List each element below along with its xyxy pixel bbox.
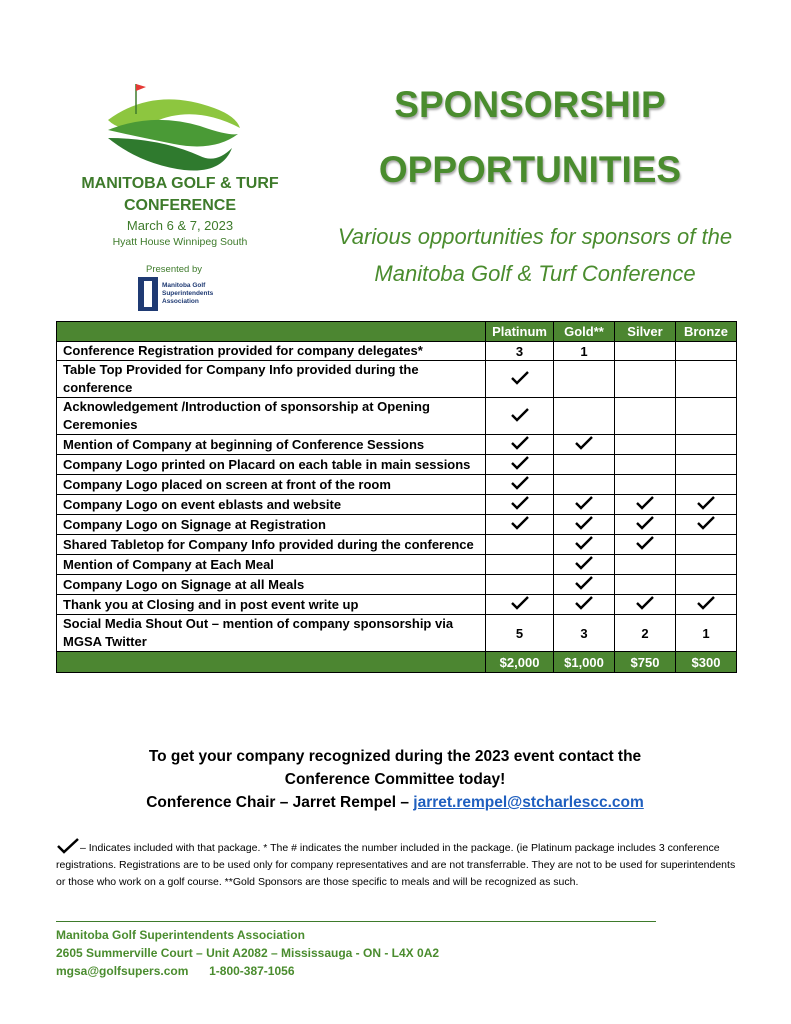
tier-cell [554, 398, 615, 435]
tier-cell [615, 398, 676, 435]
tier-cell [486, 398, 554, 435]
contact-line2: Conference Committee today! [284, 771, 506, 788]
legend-note [56, 837, 746, 891]
feature-cell: Social Media Shout Out – mention of company sponsorship via MGSA Twitter [57, 615, 486, 652]
footer-phone: 1-800-387-1056 [209, 964, 295, 978]
conference-date: March 6 & 7, 2023 [126, 218, 234, 233]
tier-cell [615, 535, 676, 555]
checkmark-icon [510, 407, 530, 423]
tier-cell [615, 435, 676, 455]
tier-cell: 1 [676, 615, 737, 652]
price-row [57, 652, 737, 673]
tier-cell [676, 535, 737, 555]
tier-cell [554, 555, 615, 575]
tier-cell [486, 361, 554, 398]
tier-price: $1,000 [554, 652, 615, 673]
page-subtitle [300, 218, 770, 292]
checkmark-icon [510, 435, 530, 451]
checkmark-icon [574, 595, 594, 611]
tier-header: Gold** [554, 322, 615, 342]
tier-cell [554, 435, 615, 455]
table-body [57, 342, 737, 652]
tier-cell [676, 495, 737, 515]
tier-cell [676, 342, 737, 361]
checkmark-icon [510, 495, 530, 511]
tier-price: $300 [676, 652, 737, 673]
conference-name-line2: CONFERENCE [123, 197, 236, 214]
tier-cell: 1 [554, 342, 615, 361]
tier-cell [554, 475, 615, 495]
association-logo-icon [138, 277, 213, 311]
tier-cell [486, 595, 554, 615]
chair-email-link[interactable]: jarret.rempel@stcharlescc.com [413, 794, 644, 811]
checkmark-icon [574, 575, 594, 591]
tier-cell: 3 [486, 342, 554, 361]
table-row [57, 535, 737, 555]
table-row [57, 515, 737, 535]
tier-cell [676, 595, 737, 615]
footer-org: Manitoba Golf Superintendents Association [56, 928, 305, 942]
checkmark-icon [635, 595, 655, 611]
checkmark-icon [510, 595, 530, 611]
tier-cell [676, 475, 737, 495]
tier-cell [486, 515, 554, 535]
footer-contact [56, 964, 295, 978]
tier-price: $750 [615, 652, 676, 673]
tier-cell [615, 455, 676, 475]
table-row [57, 575, 737, 595]
tier-cell [486, 455, 554, 475]
association-mark [138, 277, 158, 311]
chair-label: Conference Chair – Jarret Rempel – [146, 794, 409, 811]
table-row [57, 435, 737, 455]
table-header-row [57, 322, 737, 342]
checkmark-icon [510, 475, 530, 491]
checkmark-icon [574, 515, 594, 531]
table-row [57, 595, 737, 615]
checkmark-icon [510, 515, 530, 531]
table-row [57, 495, 737, 515]
feature-cell: Company Logo on Signage at Registration [57, 515, 486, 535]
checkmark-icon [635, 495, 655, 511]
checkmark-icon [696, 595, 716, 611]
tier-cell: 3 [554, 615, 615, 652]
tier-header: Bronze [676, 322, 737, 342]
tier-cell [615, 555, 676, 575]
note-text: – Indicates included with that package. * The # indicates the number included in the package. (ie Platinum package includes 3 conference registrations. Registrations are to be used only for company representatives and are not transferrable. They are not to be used for superintendents or those who work on a golf course. **Gold Sponsors are those specific to meals and will be recognized as such. [56, 842, 736, 888]
tier-cell [676, 398, 737, 435]
checkmark-icon [56, 837, 80, 855]
tier-cell [615, 342, 676, 361]
tier-cell: 5 [486, 615, 554, 652]
conference-name-line1: MANITOBA GOLF & TURF [81, 175, 279, 192]
tier-cell [554, 455, 615, 475]
checkmark-icon [696, 515, 716, 531]
sponsorship-table [56, 321, 737, 673]
feature-cell: Company Logo on Signage at all Meals [57, 575, 486, 595]
tier-cell [615, 575, 676, 595]
checkmark-icon [574, 555, 594, 571]
table-row [57, 475, 737, 495]
checkmark-icon [574, 435, 594, 451]
contact-line1: To get your company recognized during the 2023 event contact the [148, 748, 642, 765]
tier-cell: 2 [615, 615, 676, 652]
feature-cell: Company Logo placed on screen at front of the room [57, 475, 486, 495]
checkmark-icon [635, 535, 655, 551]
tier-cell [486, 555, 554, 575]
association-logo-text: Manitoba Golf Superintendents Association [162, 282, 214, 305]
tier-cell [554, 495, 615, 515]
contact-chair [60, 794, 730, 812]
tier-cell [486, 435, 554, 455]
presented-by-label: Presented by [146, 264, 202, 275]
tier-header: Platinum [486, 322, 554, 342]
page-title-line2: OPPORTUNITIES [378, 149, 682, 190]
tier-cell [486, 475, 554, 495]
tier-cell [676, 435, 737, 455]
checkmark-icon [696, 495, 716, 511]
table-header-blank [57, 322, 486, 342]
tier-cell [554, 535, 615, 555]
tier-cell [615, 595, 676, 615]
subtitle-line2: Manitoba Golf & Turf Conference [374, 261, 696, 286]
feature-cell: Shared Tabletop for Company Info provided during the conference [57, 535, 486, 555]
tier-price: $2,000 [486, 652, 554, 673]
feature-cell: Company Logo printed on Placard on each table in main sessions [57, 455, 486, 475]
tier-cell [676, 361, 737, 398]
tier-header: Silver [615, 322, 676, 342]
feature-cell: Table Top Provided for Company Info provided during the conference [57, 361, 486, 398]
feature-cell: Conference Registration provided for company delegates* [57, 342, 486, 361]
conference-name [60, 173, 300, 217]
feature-cell: Company Logo on event eblasts and website [57, 495, 486, 515]
table-row [57, 342, 737, 361]
feature-cell: Acknowledgement /Introduction of sponsorship at Opening Ceremonies [57, 398, 486, 435]
tier-cell [486, 495, 554, 515]
feature-cell: Mention of Company at beginning of Conference Sessions [57, 435, 486, 455]
table-row [57, 615, 737, 652]
tier-cell [676, 555, 737, 575]
tier-cell [676, 455, 737, 475]
tier-cell [554, 515, 615, 535]
checkmark-icon [510, 455, 530, 471]
checkmark-icon [574, 535, 594, 551]
tier-cell [676, 515, 737, 535]
footer-divider [56, 921, 656, 922]
tier-cell [486, 535, 554, 555]
tier-cell [676, 575, 737, 595]
tier-cell [486, 575, 554, 595]
subtitle-line1: Various opportunities for sponsors of the [337, 224, 733, 249]
table-row [57, 398, 737, 435]
checkmark-icon [635, 515, 655, 531]
table-row [57, 361, 737, 398]
tier-cell [615, 475, 676, 495]
golf-flag-logo-icon [104, 78, 244, 173]
tier-cell [554, 361, 615, 398]
footer-address: 2605 Summerville Court – Unit A2082 – Mississauga - ON - L4X 0A2 [56, 946, 440, 960]
tier-cell [615, 361, 676, 398]
table-row [57, 555, 737, 575]
table-row [57, 455, 737, 475]
tier-cell [554, 575, 615, 595]
price-row-blank [57, 652, 486, 673]
conference-logo [60, 78, 300, 173]
conference-venue: Hyatt House Winnipeg South [112, 236, 248, 248]
footer-email[interactable]: mgsa@golfsupers.com [56, 964, 189, 978]
tier-cell [554, 595, 615, 615]
feature-cell: Mention of Company at Each Meal [57, 555, 486, 575]
tier-cell [615, 495, 676, 515]
tier-cell [615, 515, 676, 535]
feature-cell: Thank you at Closing and in post event write up [57, 595, 486, 615]
checkmark-icon [510, 370, 530, 386]
page-title-line1: SPONSORSHIP [394, 84, 666, 125]
checkmark-icon [574, 495, 594, 511]
